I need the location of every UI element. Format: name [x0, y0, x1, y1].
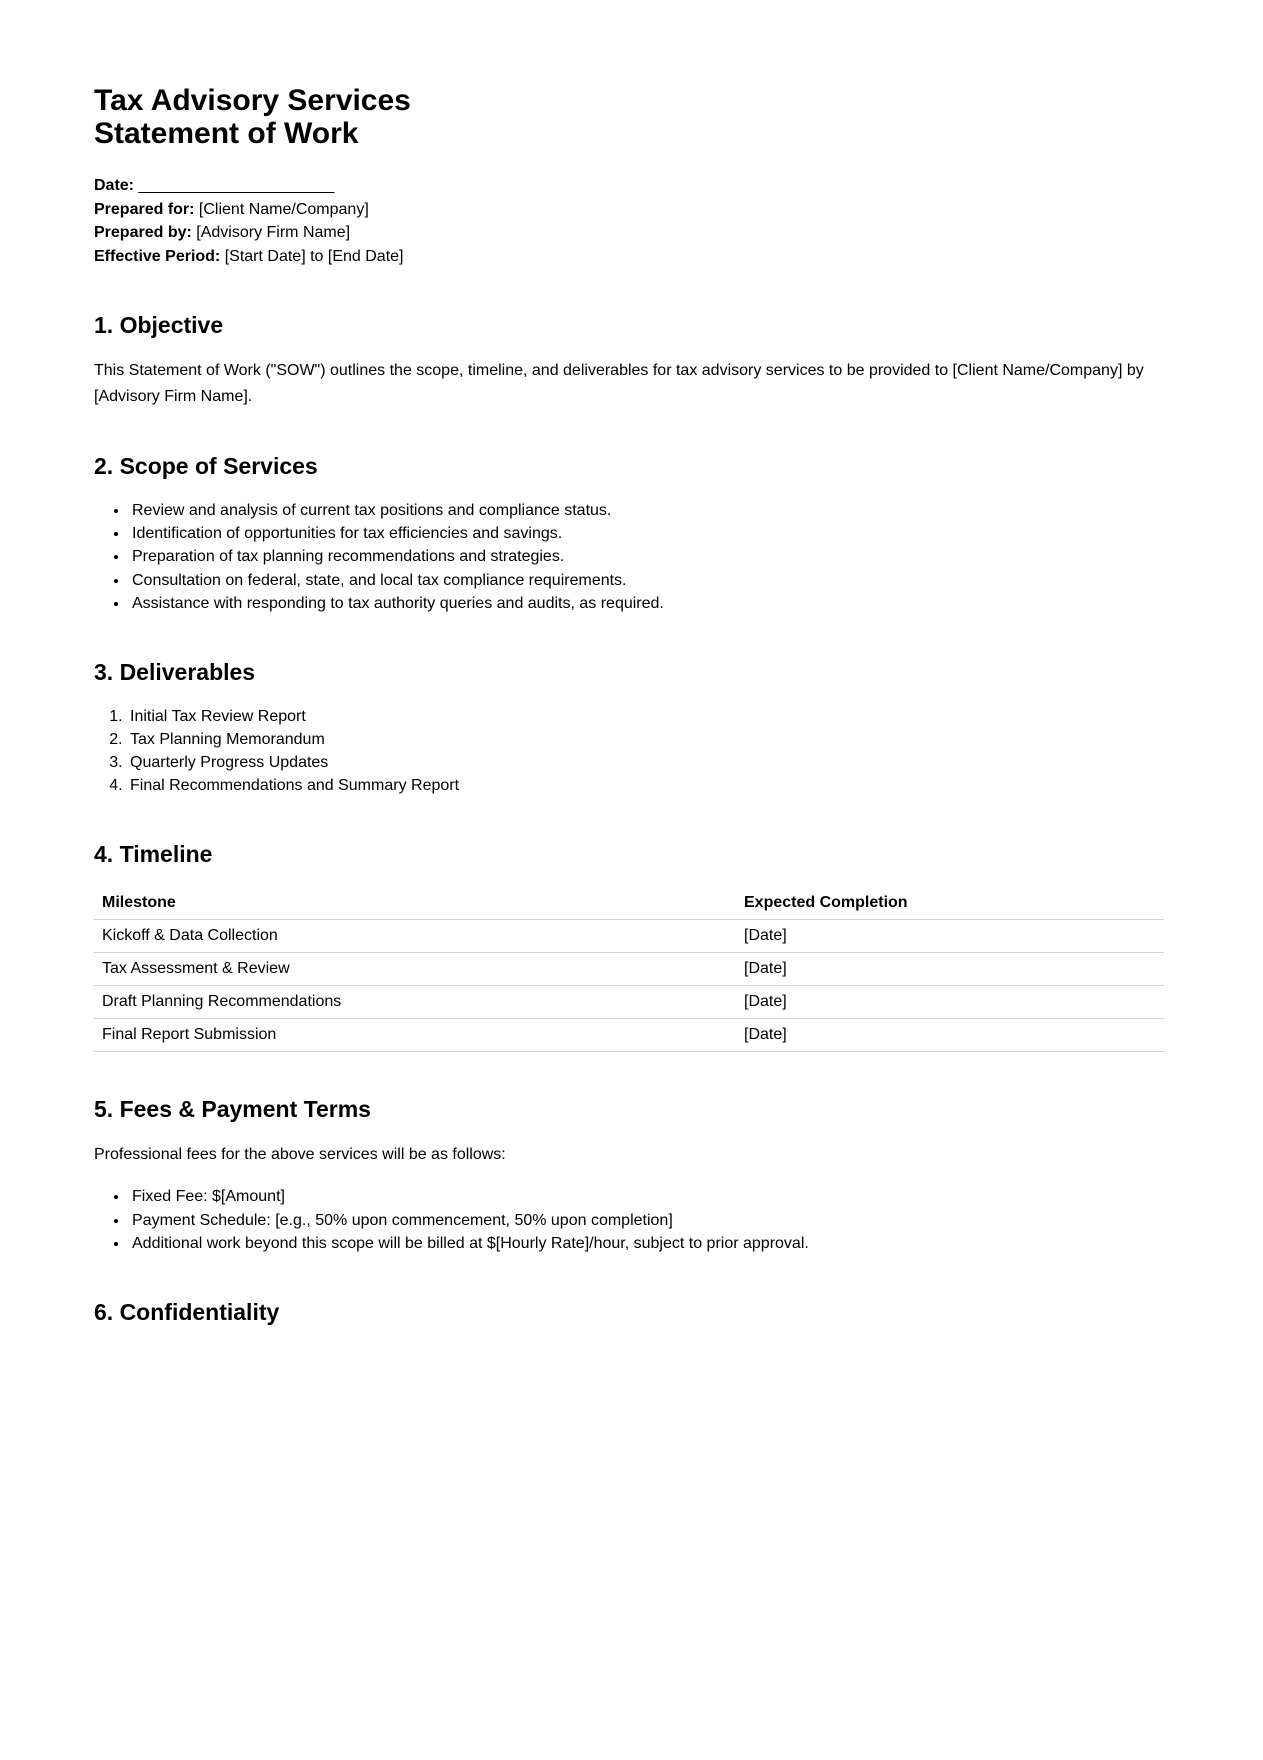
timeline-cell-milestone: Tax Assessment & Review — [94, 952, 736, 985]
timeline-cell-milestone: Kickoff & Data Collection — [94, 919, 736, 952]
scope-list-item: • Preparation of tax planning recommendations and strategies. — [129, 545, 1164, 568]
deliverable-list-item: 2. Tax Planning Memorandum — [127, 728, 1164, 751]
scope-list-item: • Identification of opportunities for tax efficiencies and savings. — [129, 522, 1164, 545]
meta-prepared-by-label: Prepared by: — [94, 224, 192, 242]
meta-date-label: Date: — [94, 177, 135, 194]
meta-prepared-by-value: [Advisory Firm Name] — [196, 224, 351, 242]
meta-effective-period-line — [94, 245, 1164, 269]
section-objective — [94, 312, 1164, 409]
page-title — [94, 84, 1164, 150]
meta-prepared-for-line — [94, 198, 1164, 222]
meta-prepared-for-label: Prepared for: — [94, 200, 195, 218]
page-title-line-1: Tax Advisory Services — [94, 84, 411, 117]
timeline-cell-milestone: Final Report Submission — [94, 1018, 736, 1051]
section-heading-scope: 2. Scope of Services — [94, 453, 318, 480]
meta-effective-period-value: [Start Date] to [End Date] — [224, 247, 404, 265]
fees-list-item: • Fixed Fee: $[Amount] — [129, 1185, 1164, 1208]
table-row — [94, 919, 1164, 952]
document-meta-block — [94, 174, 1164, 268]
meta-date-line — [94, 174, 1164, 198]
section-timeline — [94, 841, 1164, 1052]
table-row — [94, 985, 1164, 1018]
meta-prepared-by-line — [94, 221, 1164, 245]
timeline-cell-completion: [Date] — [736, 1018, 1164, 1051]
fees-list-item: • Payment Schedule: [e.g., 50% upon commencement, 50% upon completion] — [129, 1209, 1164, 1232]
meta-date-value: ______________________ — [138, 177, 335, 194]
section-heading-timeline: 4. Timeline — [94, 841, 213, 868]
timeline-header-expected-completion: Expected Completion — [736, 887, 1164, 920]
scope-list-item: • Review and analysis of current tax positions and compliance status. — [129, 499, 1164, 522]
timeline-cell-completion: [Date] — [736, 985, 1164, 1018]
section-deliverables — [94, 659, 1164, 797]
timeline-header-row — [94, 887, 1164, 920]
timeline-cell-completion: [Date] — [736, 919, 1164, 952]
scope-list-item: • Consultation on federal, state, and local tax compliance requirements. — [129, 569, 1164, 592]
meta-prepared-for-value: [Client Name/Company] — [198, 200, 369, 218]
scope-bullet-list — [94, 499, 1164, 615]
section-confidentiality — [94, 1299, 1164, 1327]
fees-list-item: • Additional work beyond this scope will be billed at $[Hourly Rate]/hour, subject to prior approval. — [129, 1232, 1164, 1255]
timeline-header-milestone: Milestone — [94, 887, 736, 920]
section-heading-confidentiality: 6. Confidentiality — [94, 1299, 280, 1325]
section-heading-fees: 5. Fees & Payment Terms — [94, 1095, 371, 1122]
table-row — [94, 952, 1164, 985]
objective-paragraph: This Statement of Work ("SOW") outlines the scope, timeline, and deliverables for tax advisory services to be provided to [Client Name/Company] by [Advisory Firm Name]. — [94, 361, 1144, 405]
timeline-table — [94, 887, 1164, 1052]
fees-intro-paragraph: Professional fees for the above services will be as follows: — [94, 1145, 506, 1163]
deliverables-numbered-list — [94, 705, 1164, 798]
scope-list-item: • Assistance with responding to tax authority queries and audits, as required. — [129, 592, 1164, 615]
timeline-cell-milestone: Draft Planning Recommendations — [94, 985, 736, 1018]
deliverable-list-item: 4. Final Recommendations and Summary Report — [127, 774, 1164, 797]
section-scope-of-services — [94, 453, 1164, 615]
deliverable-list-item: 3. Quarterly Progress Updates — [127, 751, 1164, 774]
page-title-line-2: Statement of Work — [94, 117, 359, 150]
section-heading-objective: 1. Objective — [94, 312, 224, 339]
deliverable-list-item: 1. Initial Tax Review Report — [127, 705, 1164, 728]
section-fees-payment-terms — [94, 1096, 1164, 1255]
fees-bullet-list — [94, 1185, 1164, 1255]
table-row — [94, 1018, 1164, 1051]
timeline-cell-completion: [Date] — [736, 952, 1164, 985]
meta-effective-period-label: Effective Period: — [94, 247, 221, 265]
section-heading-deliverables: 3. Deliverables — [94, 659, 256, 685]
